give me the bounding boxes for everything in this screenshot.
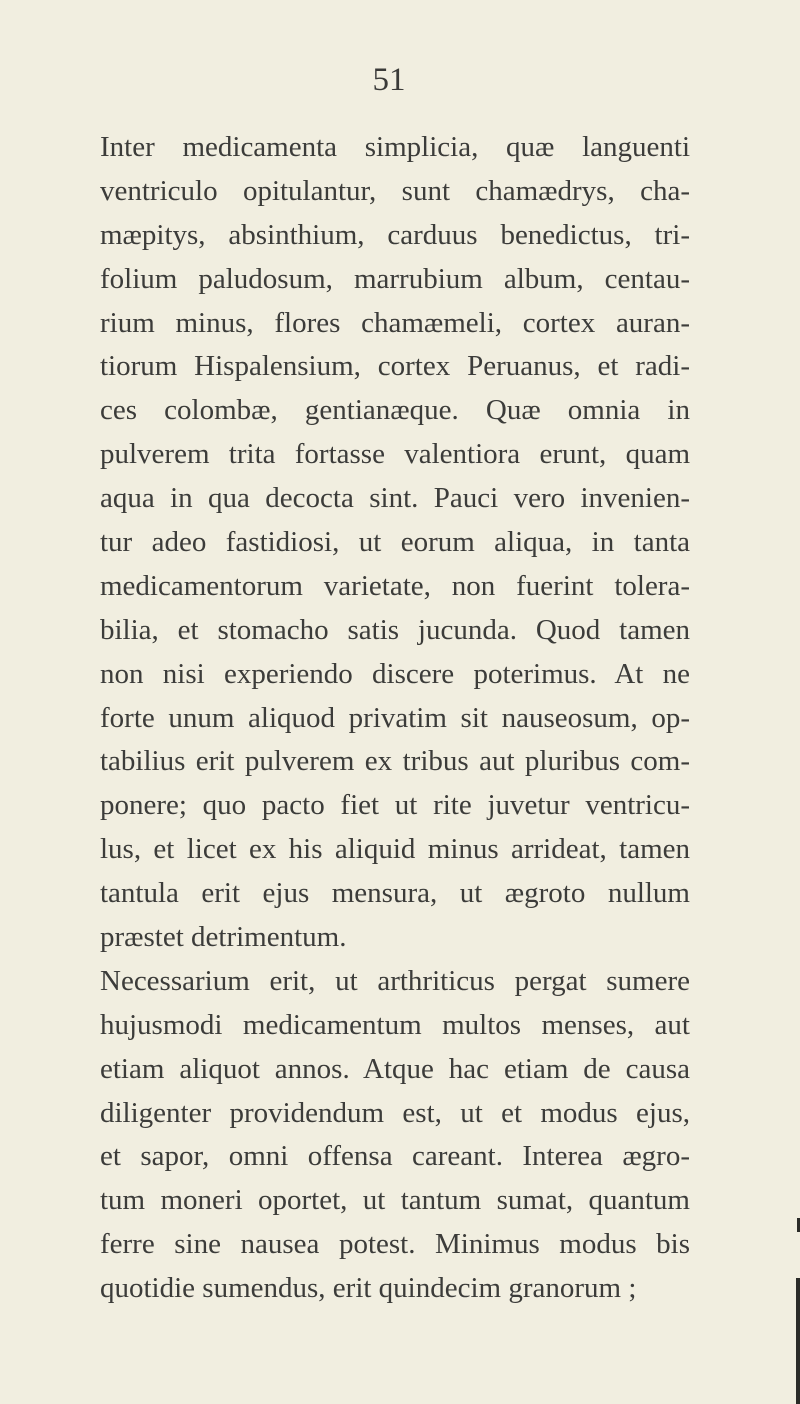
text-line: rium minus, flores chamæmeli, cortex auran-: [100, 306, 690, 339]
text-line: præstet detrimentum.: [100, 921, 347, 954]
text-line: tantula erit ejus mensura, ut ægroto nullum: [100, 877, 690, 910]
text-line: hujusmodi medicamentum multos menses, aut: [100, 1008, 690, 1041]
text-line: et sapor, omni offensa careant. Interea ægro-: [100, 1140, 690, 1173]
text-line: lus, et licet ex his aliquid minus arrideat, tamen: [100, 833, 690, 866]
page-number: 51: [372, 62, 406, 98]
text-line: aqua in qua decocta sint. Pauci vero invenien-: [100, 482, 690, 515]
text-line: etiam aliquot annos. Atque hac etiam de causa: [100, 1052, 690, 1085]
text-line: quotidie sumendus, erit quindecim granorum ;: [100, 1272, 637, 1305]
body-text: [100, 126, 690, 1311]
text-line: pulverem trita fortasse valentiora erunt, quam: [100, 438, 690, 471]
text-line: ces colombæ, gentianæque. Quæ omnia in: [100, 394, 690, 427]
paragraph-1: [100, 126, 690, 960]
text-line: Necessarium erit, ut arthriticus pergat sumere: [100, 964, 690, 997]
text-line: tiorum Hispalensium, cortex Peruanus, et radi-: [100, 350, 690, 383]
text-line: ferre sine nausea potest. Minimus modus bis: [100, 1228, 690, 1261]
text-line: ponere; quo pacto fiet ut rite juvetur ventricu-: [100, 789, 690, 822]
text-line: medicamentorum varietate, non fuerint tolera-: [100, 569, 690, 602]
text-line: ventriculo opitulantur, sunt chamædrys, cha-: [100, 174, 690, 207]
text-line: folium paludosum, marrubium album, centau-: [100, 262, 690, 295]
text-line: tabilius erit pulverem ex tribus aut pluribus com-: [100, 745, 690, 778]
text-line: mæpitys, absinthium, carduus benedictus, tri-: [100, 218, 690, 251]
text-line: diligenter providendum est, ut et modus ejus,: [100, 1096, 690, 1129]
paragraph-2: [100, 960, 690, 1311]
page-edge-mark: [796, 1278, 800, 1404]
text-line: Inter medicamenta simplicia, quæ languenti: [100, 131, 690, 163]
text-line: forte unum aliquod privatim sit nauseosum, op-: [100, 701, 690, 734]
text-line: non nisi experiendo discere poterimus. At ne: [100, 657, 690, 690]
text-line: tum moneri oportet, ut tantum sumat, quantum: [100, 1184, 690, 1217]
text-line: tur adeo fastidiosi, ut eorum aliqua, in tanta: [100, 526, 690, 559]
text-line: bilia, et stomacho satis jucunda. Quod tamen: [100, 613, 690, 646]
